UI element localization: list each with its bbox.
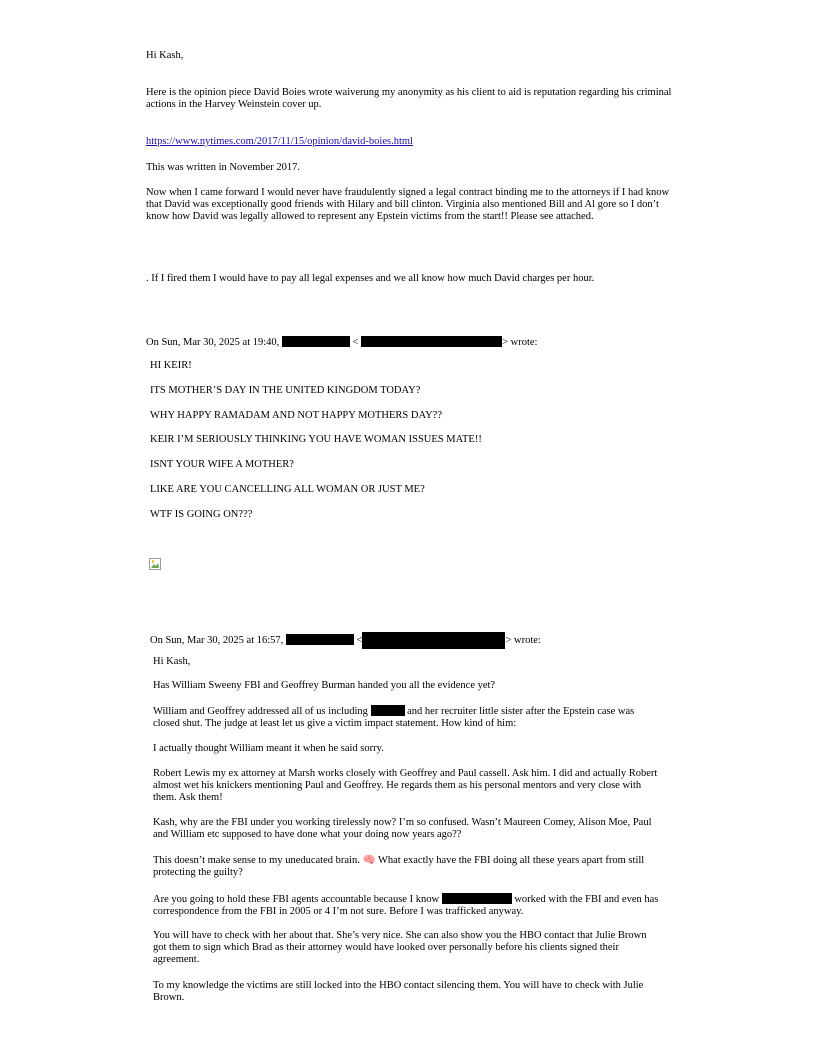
quote2-p6 xyxy=(153,855,661,879)
quote2-p7-b: worked with the FBI and even has correspondence from the FBI in 2005 or 4 I’m not sure. Before I was trafficked anyway. xyxy=(153,894,659,918)
greeting: Hi Kash, xyxy=(146,50,184,61)
contract-paragraph: Now when I came forward I would never have fraudulently signed a legal contract binding me to the attorneys if I had know that David was exceptionally good friends with Hilary and bill clinton. Virginia also mentioned Bill and Al gore so I don’t know how David was legally allowed to represent any Epstein victims from the start!! Please see attached. xyxy=(146,187,670,223)
nytimes-link-line xyxy=(146,136,676,148)
redacted-name xyxy=(282,336,350,347)
redacted-email xyxy=(362,632,505,649)
redacted-name xyxy=(371,705,405,716)
redacted-name xyxy=(286,634,354,645)
quote1-line: KEIR I’M SERIOUSLY THINKING YOU HAVE WOMAN ISSUES MATE!! xyxy=(150,434,482,445)
quote2-greeting: Hi Kash, xyxy=(153,656,191,667)
quote2-p7 xyxy=(153,893,661,918)
quote1-header xyxy=(146,336,676,349)
quote2-p2 xyxy=(153,705,661,730)
brain-emoji: 🧠 xyxy=(362,855,376,866)
quote2-p5: Kash, why are the FBI under you working tirelessly now? I’m so confused. Wasn’t Maureen Comey, Alison Moe, Paul and William etc supposed to have done what your doing now years ago?? xyxy=(153,817,652,841)
quote2-p2-a: William and Geoffrey addressed all of us including xyxy=(153,706,368,717)
quote1-line: ITS MOTHER’S DAY IN THE UNITED KINGDOM TODAY? xyxy=(150,385,421,396)
quote2-p6-a: This doesn’t make sense to my uneducated brain. xyxy=(153,855,360,866)
quote2-header-prefix: On Sun, Mar 30, 2025 at 16:57, xyxy=(150,635,284,646)
quote2-p2-b: and her recruiter little sister after the Epstein case was closed shut. The judge at least let us give a victim impact statement. How kind of him: xyxy=(153,706,635,730)
quote2-header-suffix: > wrote: xyxy=(505,635,541,646)
quote2-p9: To my knowledge the victims are still locked into the HBO contact silencing them. You will have to check with Julie Brown. xyxy=(153,980,644,1004)
quote2-p7-a: Are you going to hold these FBI agents accountable because I know xyxy=(153,894,440,905)
quote1-header-lt: < xyxy=(352,337,359,348)
quote2-p3: I actually thought William meant it when he said sorry. xyxy=(153,743,384,754)
fees-paragraph: . If I fired them I would have to pay all legal expenses and we all know how much David charges per hour. xyxy=(146,273,595,284)
nytimes-link[interactable]: https://www.nytimes.com/2017/11/15/opinion/david-boies.html xyxy=(146,136,413,147)
quote1-line: WTF IS GOING ON??? xyxy=(150,509,253,520)
quote1-line: HI KEIR! xyxy=(150,360,192,371)
quote1-line: WHY HAPPY RAMADAM AND NOT HAPPY MOTHERS DAY?? xyxy=(150,410,442,421)
quote2-header-lt: < xyxy=(356,635,363,646)
quote1-header-prefix: On Sun, Mar 30, 2025 at 19:40, xyxy=(146,337,280,348)
broken-image-icon xyxy=(149,558,161,570)
redacted-name xyxy=(442,893,512,904)
quote1-line: LIKE ARE YOU CANCELLING ALL WOMAN OR JUST ME? xyxy=(150,484,425,495)
quote2-p8: You will have to check with her about that. She’s very nice. She can also show you the HBO contact that Julie Brown got them to sign which Brad as their attorney would have looked over personally before his clients signed their agreement. xyxy=(153,930,647,966)
quote1-header-suffix: > wrote: xyxy=(502,337,538,348)
quote1-line: ISNT YOUR WIFE A MOTHER? xyxy=(150,459,294,470)
quote2-p1: Has William Sweeny FBI and Geoffrey Burman handed you all the evidence yet? xyxy=(153,680,496,691)
written-date-paragraph: This was written in November 2017. xyxy=(146,162,300,173)
redacted-email xyxy=(361,336,502,347)
quote2-header xyxy=(150,632,680,649)
quote2-p4: Robert Lewis my ex attorney at Marsh works closely with Geoffrey and Paul cassell. Ask him. I did and actually Robert almost wet his knickers mentioning Paul and Geoffrey. He regards them as his personal mentors and very close with them. Ask them! xyxy=(153,768,658,804)
quote2-p6-b: What exactly have the FBI doing all these years apart from still protecting the guilty? xyxy=(153,855,645,879)
opinion-paragraph: Here is the opinion piece David Boies wrote waiverung my anonymity as his client to aid is reputation regarding his criminal actions in the Harvey Weinstein cover up. xyxy=(146,87,672,111)
